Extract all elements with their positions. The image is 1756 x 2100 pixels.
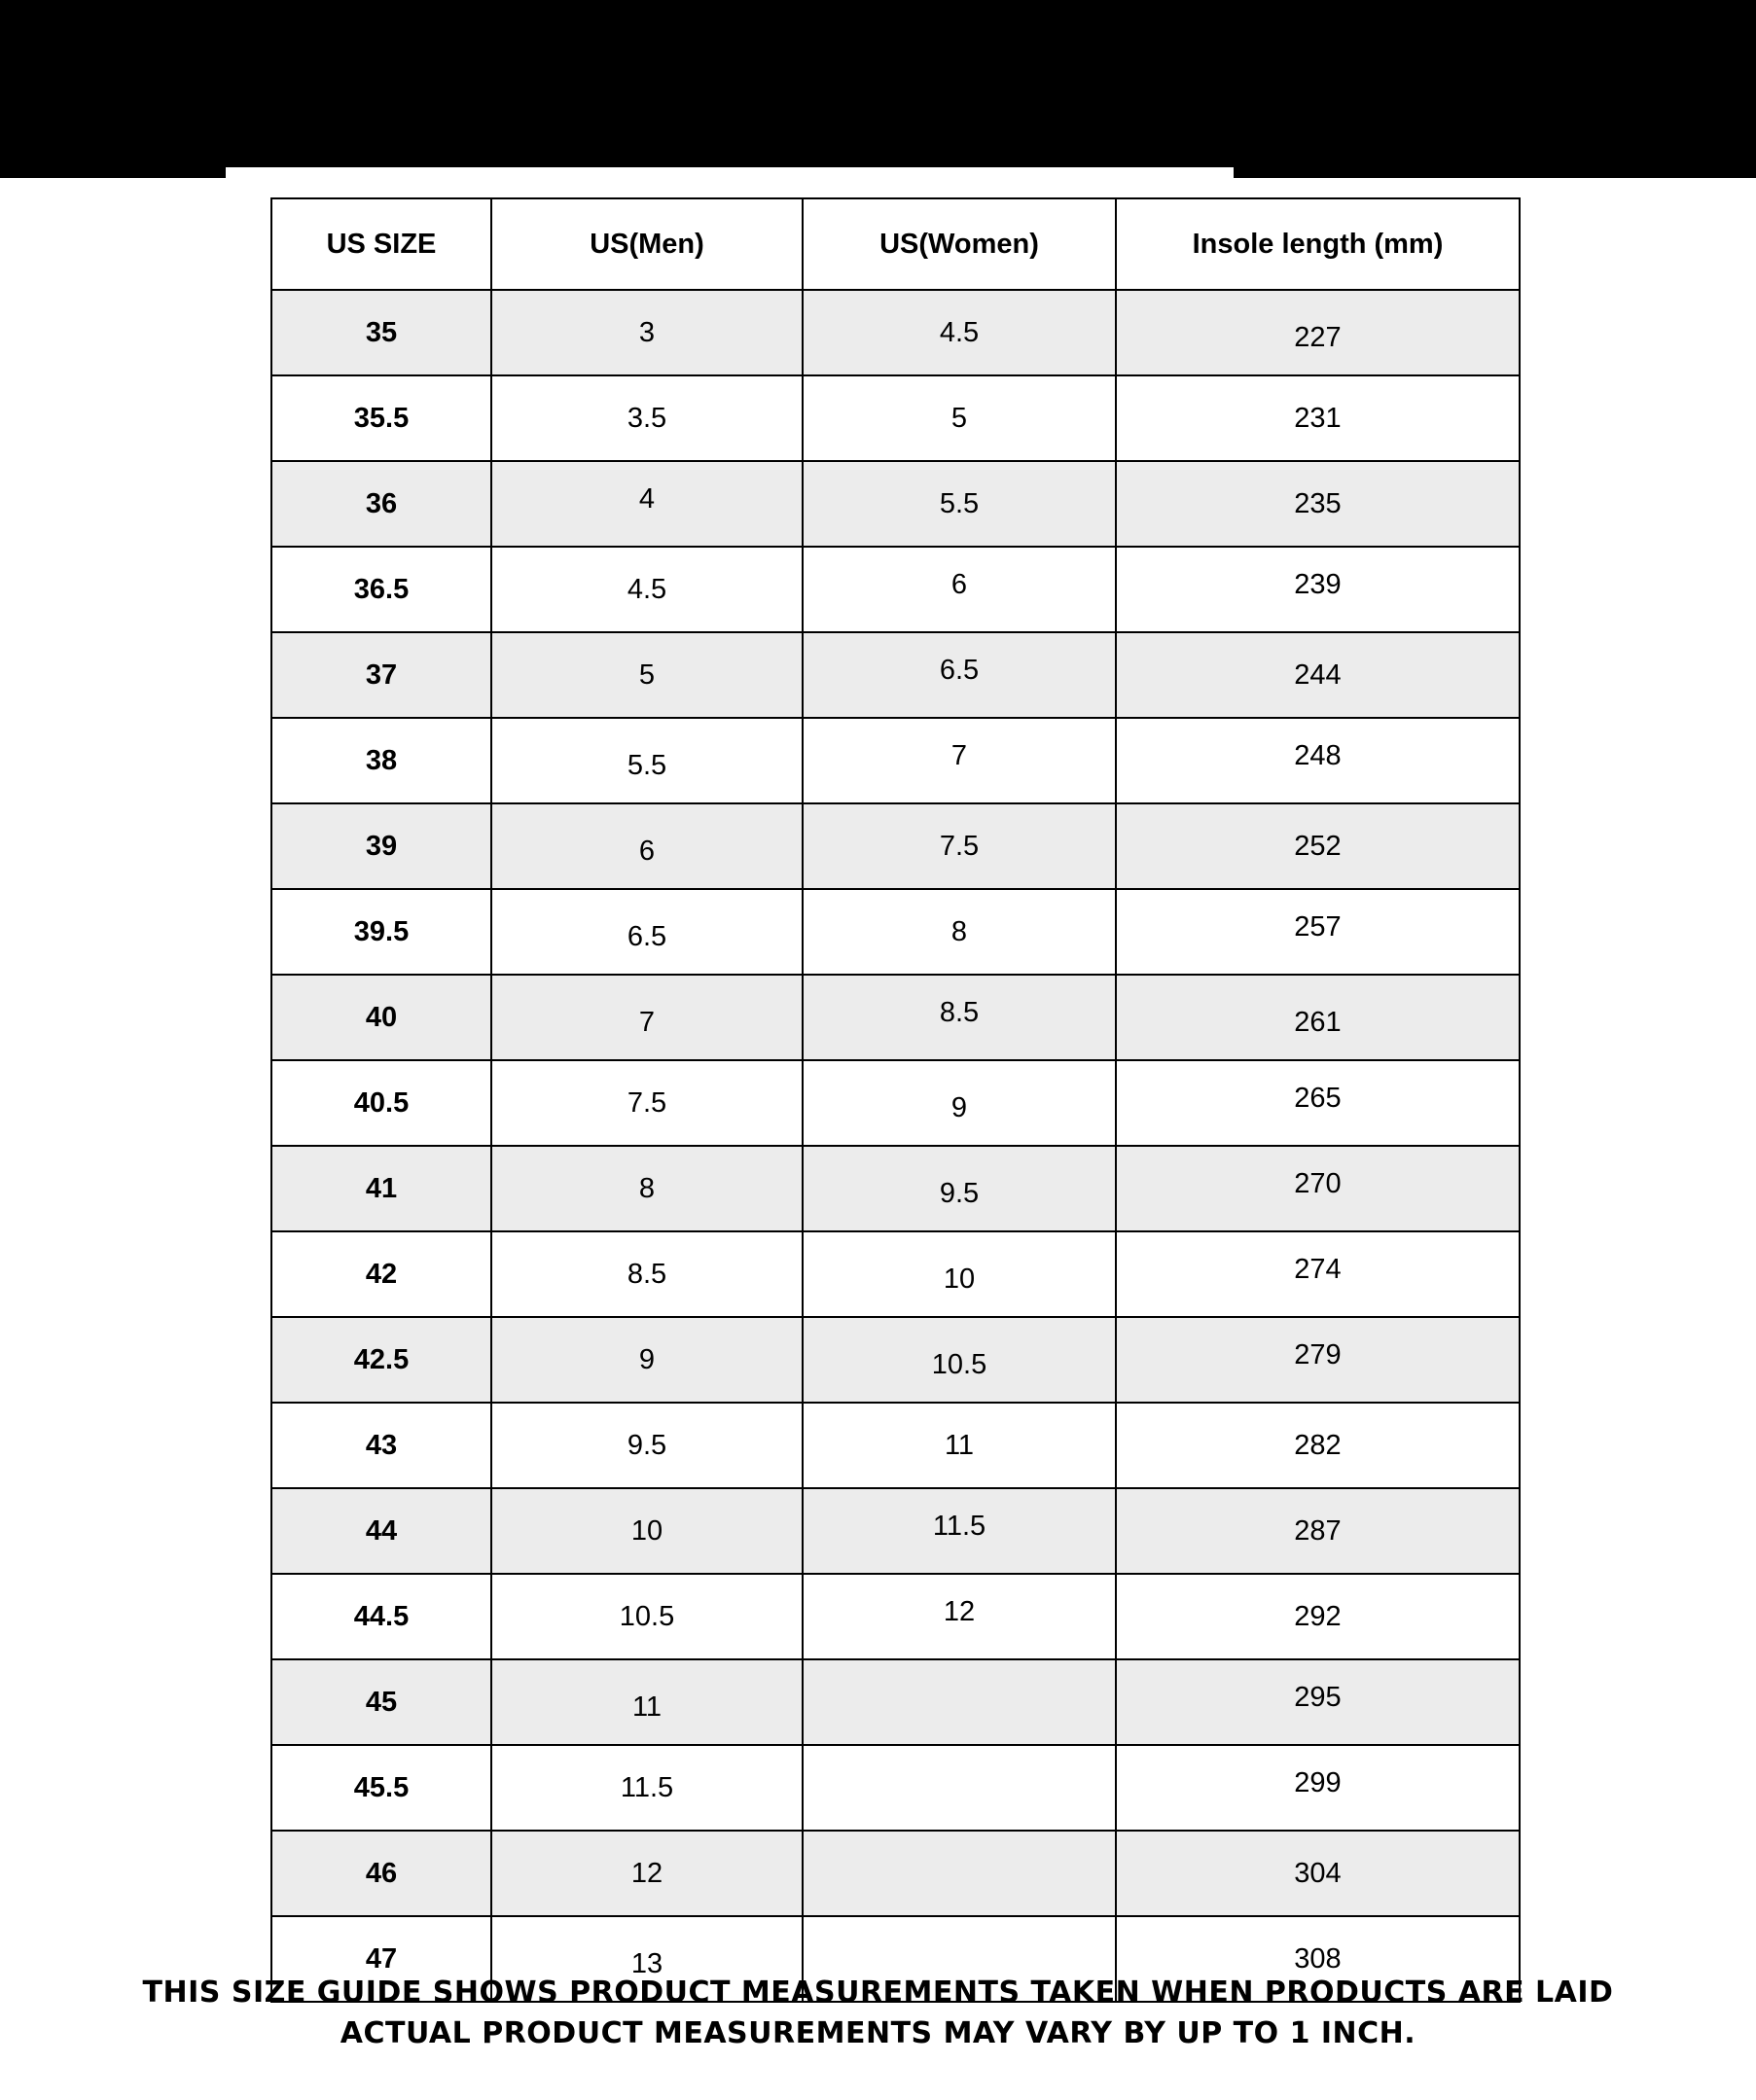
cell-text: 47 — [365, 1942, 398, 1975]
size-table-container — [270, 197, 1519, 2003]
cell-us-women — [803, 461, 1116, 547]
cell-us-women — [803, 1146, 1116, 1231]
cell-text: 45.5 — [353, 1771, 410, 1803]
cell-text: 37 — [365, 658, 398, 691]
cell-text: 6.5 — [627, 920, 667, 952]
cell-insole-length — [1116, 290, 1520, 375]
cell-text: 235 — [1294, 487, 1342, 519]
cell-us-women — [803, 632, 1116, 718]
cell-text: 4.5 — [627, 573, 667, 605]
cell-text: 40 — [365, 1001, 398, 1033]
table-row — [271, 1831, 1520, 1916]
table-row — [271, 889, 1520, 975]
column-header-us-women: US(Women) — [803, 198, 1116, 290]
left-black-band — [0, 0, 226, 178]
cell-us-men — [491, 632, 803, 718]
cell-us-men — [491, 889, 803, 975]
right-black-band — [1234, 0, 1756, 178]
cell-us-women — [803, 290, 1116, 375]
cell-us-women — [803, 1659, 1116, 1745]
cell-insole-length — [1116, 1060, 1520, 1146]
cell-text: 42.5 — [353, 1343, 410, 1375]
cell-us-men — [491, 1317, 803, 1403]
cell-us-women — [803, 889, 1116, 975]
table-row — [271, 1146, 1520, 1231]
cell-insole-length — [1116, 803, 1520, 889]
cell-text: 8 — [638, 1172, 656, 1204]
cell-us-men — [491, 547, 803, 632]
cell-text: 4 — [638, 482, 656, 515]
cell-text: 295 — [1294, 1681, 1342, 1713]
cell-insole-length — [1116, 975, 1520, 1060]
cell-us-men — [491, 290, 803, 375]
cell-us-men — [491, 1060, 803, 1146]
cell-text: 12 — [943, 1595, 976, 1627]
table-row — [271, 803, 1520, 889]
cell-text: 8 — [950, 915, 968, 947]
table-row — [271, 290, 1520, 375]
header-row — [271, 198, 1520, 290]
cell-text: 261 — [1294, 1006, 1342, 1038]
table-row — [271, 1745, 1520, 1831]
footnote-line-2: ACTUAL PRODUCT MEASUREMENTS MAY VARY BY UP TO 1 INCH. — [340, 2016, 1416, 2050]
size-table — [270, 197, 1521, 2003]
cell-text: 8.5 — [627, 1258, 667, 1290]
cell-text: 38 — [365, 744, 398, 776]
cell-text: 9.5 — [627, 1429, 667, 1461]
table-row — [271, 1488, 1520, 1574]
cell-us-size — [271, 375, 491, 461]
cell-text: 39 — [365, 830, 398, 862]
cell-us-size — [271, 1231, 491, 1317]
cell-insole-length — [1116, 547, 1520, 632]
cell-insole-length — [1116, 1231, 1520, 1317]
cell-text: 44.5 — [353, 1600, 410, 1632]
footnote — [0, 1973, 1756, 2054]
cell-us-men — [491, 803, 803, 889]
cell-insole-length — [1116, 375, 1520, 461]
cell-us-women — [803, 1574, 1116, 1659]
cell-us-size — [271, 1403, 491, 1488]
cell-us-men — [491, 375, 803, 461]
cell-text: 41 — [365, 1172, 398, 1204]
cell-text: 46 — [365, 1857, 398, 1889]
cell-text: 244 — [1294, 658, 1342, 691]
table-row — [271, 547, 1520, 632]
cell-text: 270 — [1294, 1167, 1342, 1199]
cell-text: 44 — [365, 1514, 398, 1547]
cell-text: 11.5 — [620, 1771, 674, 1803]
cell-text: 7 — [638, 1006, 656, 1038]
cell-text: 292 — [1294, 1600, 1342, 1632]
cell-us-size — [271, 1659, 491, 1745]
cell-us-men — [491, 1146, 803, 1231]
cell-insole-length — [1116, 1146, 1520, 1231]
cell-us-women — [803, 803, 1116, 889]
cell-us-women — [803, 1231, 1116, 1317]
cell-us-size — [271, 718, 491, 803]
table-row — [271, 1231, 1520, 1317]
cell-text: 39.5 — [353, 915, 410, 947]
table-row — [271, 1403, 1520, 1488]
cell-text: 265 — [1294, 1082, 1342, 1114]
cell-text: 6 — [950, 568, 968, 600]
footnote-line-1: THIS SIZE GUIDE SHOWS PRODUCT MEASUREMENTS TAKEN WHEN PRODUCTS ARE LAID — [142, 1975, 1614, 2010]
cell-insole-length — [1116, 1831, 1520, 1916]
cell-text: 8.5 — [939, 996, 980, 1028]
cell-us-size — [271, 889, 491, 975]
cell-insole-length — [1116, 1745, 1520, 1831]
cell-text: 45 — [365, 1686, 398, 1718]
cell-text: 11 — [631, 1691, 663, 1723]
column-header-insole-length: Insole length (mm) — [1116, 198, 1520, 290]
cell-text: 35.5 — [353, 402, 410, 434]
cell-text: 239 — [1294, 568, 1342, 600]
cell-text: 36.5 — [353, 573, 410, 605]
cell-text: 9 — [950, 1091, 968, 1123]
cell-text: 43 — [365, 1429, 398, 1461]
table-row — [271, 1317, 1520, 1403]
table-body — [271, 290, 1520, 2002]
cell-text: 9.5 — [939, 1177, 980, 1209]
cell-us-women — [803, 1403, 1116, 1488]
cell-text: 11 — [944, 1429, 975, 1461]
cell-us-size — [271, 461, 491, 547]
cell-text: 12 — [630, 1857, 663, 1889]
cell-us-size — [271, 1831, 491, 1916]
cell-text: 227 — [1294, 321, 1342, 353]
cell-us-women — [803, 975, 1116, 1060]
cell-text: 287 — [1294, 1514, 1342, 1547]
cell-insole-length — [1116, 632, 1520, 718]
cell-us-men — [491, 1659, 803, 1745]
table-row — [271, 718, 1520, 803]
cell-us-size — [271, 1488, 491, 1574]
cell-text: 4.5 — [939, 316, 980, 348]
cell-text: 282 — [1294, 1429, 1342, 1461]
cell-text: 5 — [638, 658, 656, 691]
cell-text: 248 — [1294, 739, 1342, 771]
cell-us-women — [803, 375, 1116, 461]
cell-us-men — [491, 1745, 803, 1831]
cell-insole-length — [1116, 1403, 1520, 1488]
cell-text: 9 — [638, 1343, 656, 1375]
cell-text: 5.5 — [939, 487, 980, 519]
cell-us-size — [271, 803, 491, 889]
cell-us-men — [491, 1574, 803, 1659]
cell-text: 7.5 — [627, 1086, 667, 1119]
cell-text: 7 — [950, 739, 968, 771]
column-header-us-size: US SIZE — [271, 198, 491, 290]
cell-insole-length — [1116, 461, 1520, 547]
cell-us-size — [271, 547, 491, 632]
cell-text: 3 — [638, 316, 656, 348]
cell-us-men — [491, 1403, 803, 1488]
cell-us-size — [271, 1745, 491, 1831]
cell-us-men — [491, 718, 803, 803]
table-row — [271, 975, 1520, 1060]
cell-us-women — [803, 1488, 1116, 1574]
cell-text: 231 — [1294, 402, 1342, 434]
cell-us-men — [491, 461, 803, 547]
cell-text: 11.5 — [932, 1510, 986, 1542]
cell-us-size — [271, 1060, 491, 1146]
cell-insole-length — [1116, 1488, 1520, 1574]
cell-text: 5.5 — [627, 749, 667, 781]
cell-text: 7.5 — [939, 830, 980, 862]
cell-insole-length — [1116, 1574, 1520, 1659]
cell-text: 6 — [638, 835, 656, 867]
cell-us-women — [803, 1060, 1116, 1146]
cell-us-women — [803, 718, 1116, 803]
cell-text: 299 — [1294, 1766, 1342, 1798]
cell-text: 257 — [1294, 910, 1342, 943]
cell-us-men — [491, 1831, 803, 1916]
cell-us-men — [491, 1488, 803, 1574]
table-row — [271, 375, 1520, 461]
cell-insole-length — [1116, 1317, 1520, 1403]
table-row — [271, 1659, 1520, 1745]
cell-us-size — [271, 1574, 491, 1659]
cell-text: 36 — [365, 487, 398, 519]
cell-insole-length — [1116, 889, 1520, 975]
cell-text: 42 — [365, 1258, 398, 1290]
cell-text: 274 — [1294, 1253, 1342, 1285]
cell-text: 10.5 — [931, 1348, 987, 1380]
cell-text: 308 — [1294, 1942, 1342, 1975]
cell-insole-length — [1116, 1659, 1520, 1745]
cell-us-size — [271, 1317, 491, 1403]
cell-us-size — [271, 632, 491, 718]
cell-insole-length — [1116, 718, 1520, 803]
table-header — [271, 198, 1520, 290]
cell-us-size — [271, 290, 491, 375]
cell-us-women — [803, 547, 1116, 632]
cell-text: 6.5 — [939, 654, 980, 686]
table-row — [271, 461, 1520, 547]
table-row — [271, 632, 1520, 718]
cell-us-men — [491, 975, 803, 1060]
cell-us-men — [491, 1231, 803, 1317]
cell-text: 13 — [630, 1947, 663, 1979]
cell-text: 252 — [1294, 830, 1342, 862]
cell-us-women — [803, 1745, 1116, 1831]
cell-us-women — [803, 1317, 1116, 1403]
cell-text: 279 — [1294, 1338, 1342, 1370]
cell-us-size — [271, 975, 491, 1060]
column-header-us-men: US(Men) — [491, 198, 803, 290]
cell-text: 40.5 — [353, 1086, 410, 1119]
cell-text: 10 — [943, 1263, 976, 1295]
cell-us-women — [803, 1831, 1116, 1916]
cell-us-size — [271, 1146, 491, 1231]
cell-text: 3.5 — [627, 402, 667, 434]
cell-text: 10 — [630, 1514, 663, 1547]
cell-text: 5 — [950, 402, 968, 434]
table-row — [271, 1574, 1520, 1659]
cell-text: 304 — [1294, 1857, 1342, 1889]
cell-text: 35 — [365, 316, 398, 348]
table-row — [271, 1060, 1520, 1146]
cell-text: 10.5 — [619, 1600, 675, 1632]
